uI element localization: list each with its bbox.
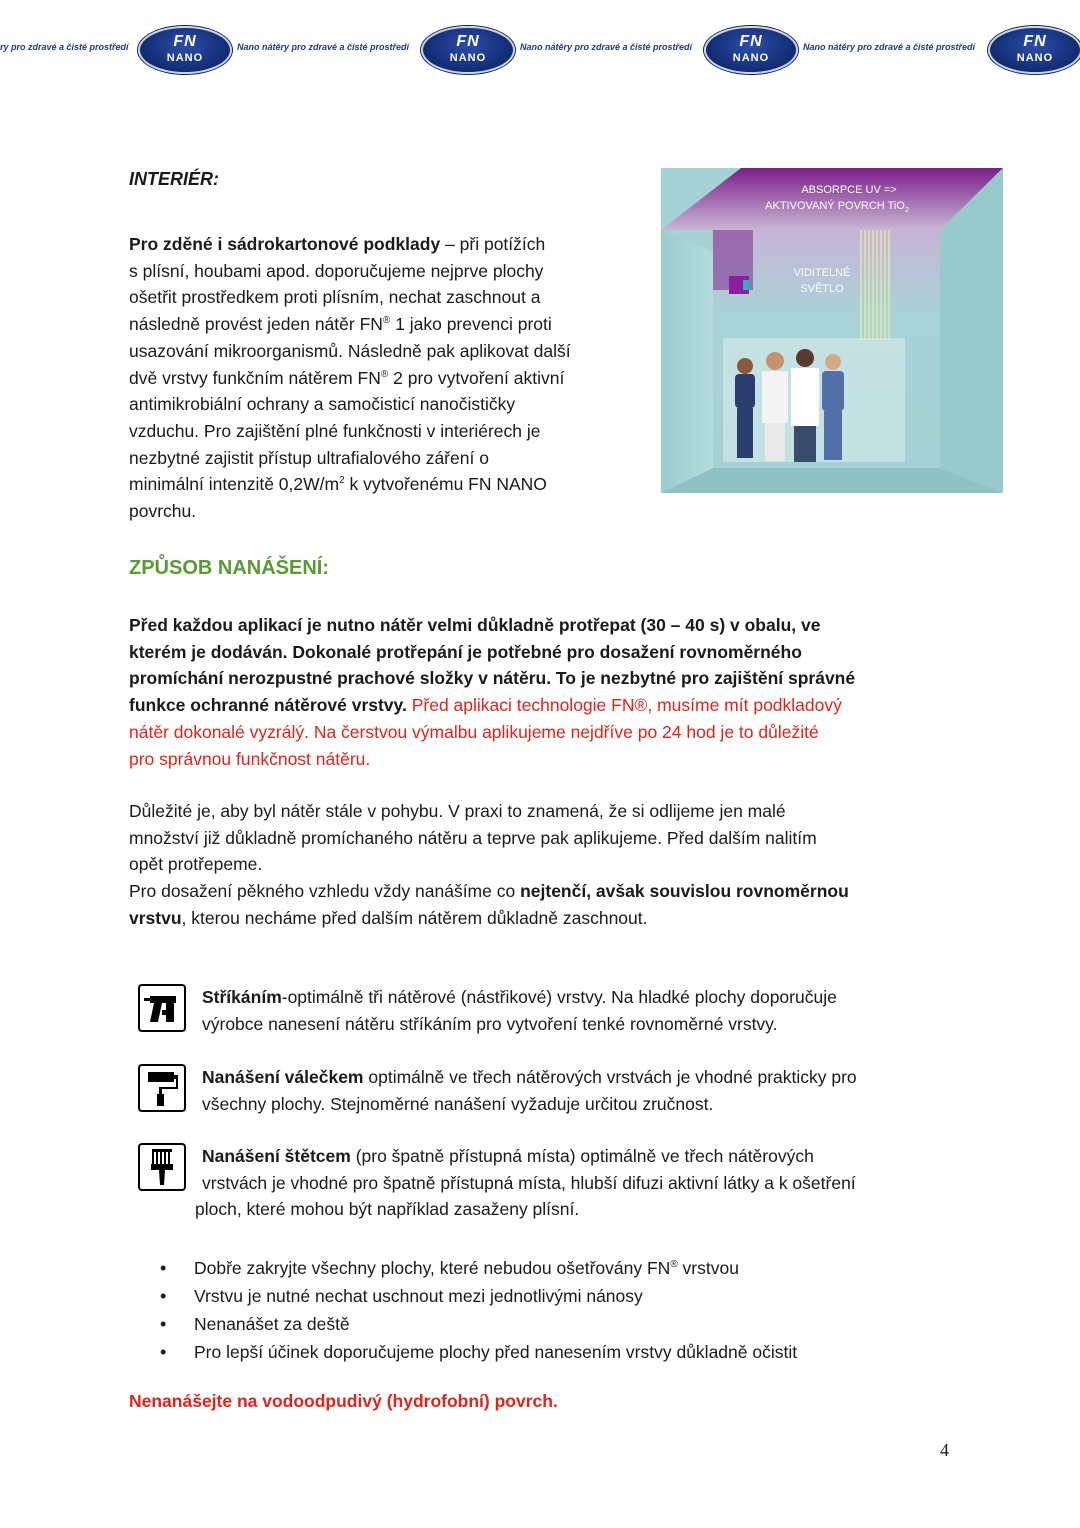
svg-text:ABSORPCE UV => <box>801 184 896 196</box>
text-span: , kterou necháme před dalším nátěrem důkladně zaschnout. <box>181 907 648 928</box>
superscript: 2 <box>339 475 345 487</box>
text-span: Před aplikaci technologie FN®, musíme mít podkladový <box>406 695 842 716</box>
text-span: 1 jako prevenci proti <box>390 314 552 335</box>
text-line: promíchání nerozpustné prachové složky v nátěru. To je nezbytné pro zajištění správné <box>129 668 856 689</box>
banner-tagline: Nano nátěry pro zdravé a čisté prostředí <box>520 42 693 52</box>
text-line: výrobce nanesení nátěru stříkáním pro vytvoření tenké rovnoměrné vrstvy. <box>202 1013 778 1034</box>
text-line: usazování mikroorganismů. Následně pak aplikovat další <box>129 340 571 361</box>
illustration-visible-label: VIDITELNÉ <box>793 267 851 279</box>
registered-mark: ® <box>380 368 389 380</box>
banner-tagline: Nano nátěry pro zdravé a čisté prostředí <box>237 42 410 52</box>
text-line: kterém je dodáván. Dokonalé protřepání je potřebné pro dosažení rovnoměrného <box>129 641 802 662</box>
fn-nano-logo <box>421 26 515 74</box>
method-spraying-text <box>202 984 962 1037</box>
text-span: následně provést jeden nátěr FN <box>129 314 383 335</box>
text-line: Před každou aplikací je nutno nátěr velmi důkladně protřepat (30 – 40 s) v obalu, ve <box>129 615 821 635</box>
text-span: minimální intenzitě 0,2W/m <box>129 474 340 495</box>
text-line: množství již důkladně promíchaného nátěru a teprve pak aplikujeme. Před dalším nalitím <box>129 827 817 848</box>
text-span: dvě vrstvy funkčním nátěrem FN <box>129 367 381 388</box>
logo-text-top: FN <box>173 33 197 50</box>
text-line: pro správnou funkčnost nátěru. <box>129 748 371 769</box>
text-line: nezbytné zajistit přístup ultrafialového záření o <box>129 447 489 468</box>
svg-text:AKTIVOVANÝ POVRCH TiO2 <box>765 199 909 214</box>
list-item: • Pro lepší účinek doporučujeme plochy před nanesením vrstvy důkladně očistit <box>160 1338 797 1366</box>
text-line: ploch, které mohou být například zasaženy plísní. <box>195 1199 580 1220</box>
logo-text-bottom: NANO <box>732 52 770 64</box>
text-line: Důležité je, aby byl nátěr stále v pohybu. V praxi to znamená, že si odlijeme jen malé <box>129 801 786 821</box>
text-span: – při potížích <box>440 234 546 254</box>
method-title: Nanášení štětcem <box>202 1146 351 1166</box>
subscript: 2 <box>904 207 909 214</box>
text-span: funkce ochranné nátěrové vrstvy. <box>129 695 407 716</box>
svg-text:SVĚTLO <box>800 282 844 295</box>
text-span: nejtenčí, avšak souvislou rovnoměrnou <box>520 881 849 902</box>
text-line: antimikrobiální ochrany a samočisticí nanočističky <box>129 394 516 415</box>
text-line: ošetřit prostředkem proti plísním, nechat zaschnout a <box>129 287 541 308</box>
text-span: k vytvořenému FN NANO <box>344 474 547 495</box>
text-span: vrstvu <box>129 907 182 928</box>
room-left-wall <box>661 230 713 493</box>
text-line: vzduchu. Pro zajištění plné funkčnosti v interiérech je <box>129 420 541 441</box>
hydrophobic-warning: Nenanášejte na vodoodpudivý (hydrofobní) povrch. <box>129 1391 558 1411</box>
list-item: • Vrstvu je nutné nechat uschnout mezi jednotlivými nánosy <box>160 1282 797 1310</box>
method-title: Nanášení válečkem <box>202 1067 364 1087</box>
spray-gun-icon <box>138 984 186 1032</box>
text-line: všechny plochy. Stejnoměrné nanášení vyžaduje určitou zručnost. <box>202 1093 714 1114</box>
interior-paragraph <box>129 231 649 525</box>
list-item <box>160 1254 797 1282</box>
logo-text-top: FN <box>739 33 763 50</box>
application-paragraph-1 <box>129 612 959 772</box>
text-line: opět protřepeme. <box>129 854 263 875</box>
text-line: nátěr dokonalé vyzrálý. Na čerstvou výmalbu aplikujeme nejdříve po 24 hod je to důležité <box>129 721 819 742</box>
application-paragraph-2 <box>129 798 959 932</box>
banner-tagline: Nano nátěry pro zdravé a čisté prostředí <box>803 42 976 52</box>
registered-mark: ® <box>670 1259 678 1271</box>
text-line: povrchu. <box>129 501 197 522</box>
paint-roller-icon <box>138 1064 186 1112</box>
svg-text:VIDITELNÉ <box>794 266 851 279</box>
text-line: vrstvách je vhodné pro špatně přístupná místa, hlubší difuzi aktivní látky a k ošetření <box>202 1172 856 1193</box>
text-line: s plísní, houbami apod. doporučujeme nejprve plochy <box>129 260 544 281</box>
text-span: 2 pro vytvoření aktivní <box>388 367 565 388</box>
header-banner <box>0 22 1080 78</box>
logo-text-bottom: NANO <box>449 52 487 64</box>
method-brush-text <box>195 1143 982 1223</box>
list-item: • Nenanášet za deště <box>160 1310 797 1338</box>
text-span: Pro dosažení pěkného vzhledu vždy nanášíme co <box>129 881 521 902</box>
text-span: -optimálně tři nátěrové (nástřikové) vrstvy. Na hladké plochy doporučuje <box>281 987 837 1007</box>
instruction-list <box>160 1254 797 1366</box>
registered-mark: ® <box>382 315 391 327</box>
method-roller-text <box>202 1064 962 1117</box>
logo-text-bottom: NANO <box>166 52 204 64</box>
logo-text-bottom: NANO <box>1016 52 1054 64</box>
logo-text-top: FN <box>1023 33 1047 50</box>
interior-intro-bold: Pro zděné i sádrokartonové podklady <box>129 234 441 254</box>
fn-nano-logo <box>988 26 1080 74</box>
text-span: vrstvou <box>677 1258 739 1278</box>
logo-text-top: FN <box>456 33 480 50</box>
illustration-activated-label: AKTIVOVANÝ POVRCH TiO <box>765 200 905 212</box>
text-span: (pro špatně přístupná místa) optimálně ve třech nátěrových <box>350 1146 814 1166</box>
uv-room-illustration <box>661 168 1003 493</box>
banner-tagline: ry pro zdravé a čisté prostředí <box>0 42 129 52</box>
text-span: optimálně ve třech nátěrových vrstvách je vhodné prakticky pro <box>363 1067 857 1087</box>
illustration-light-label: SVĚTLO <box>800 283 844 295</box>
illustration-absorb-label: ABSORPCE UV => <box>801 184 897 196</box>
text-span: Dobře zakryjte všechny plochy, které nebudou ošetřovány FN <box>194 1258 671 1278</box>
fn-nano-logo <box>704 26 798 74</box>
paint-brush-icon <box>138 1143 186 1191</box>
fn-nano-logo <box>138 26 232 74</box>
application-heading: ZPŮSOB NANÁŠENÍ: <box>129 557 330 579</box>
uv-lamp-detail <box>743 280 749 290</box>
interior-heading: INTERIÉR: <box>129 169 219 189</box>
page-number: 4 <box>940 1440 949 1460</box>
method-title: Stříkáním <box>202 987 282 1007</box>
